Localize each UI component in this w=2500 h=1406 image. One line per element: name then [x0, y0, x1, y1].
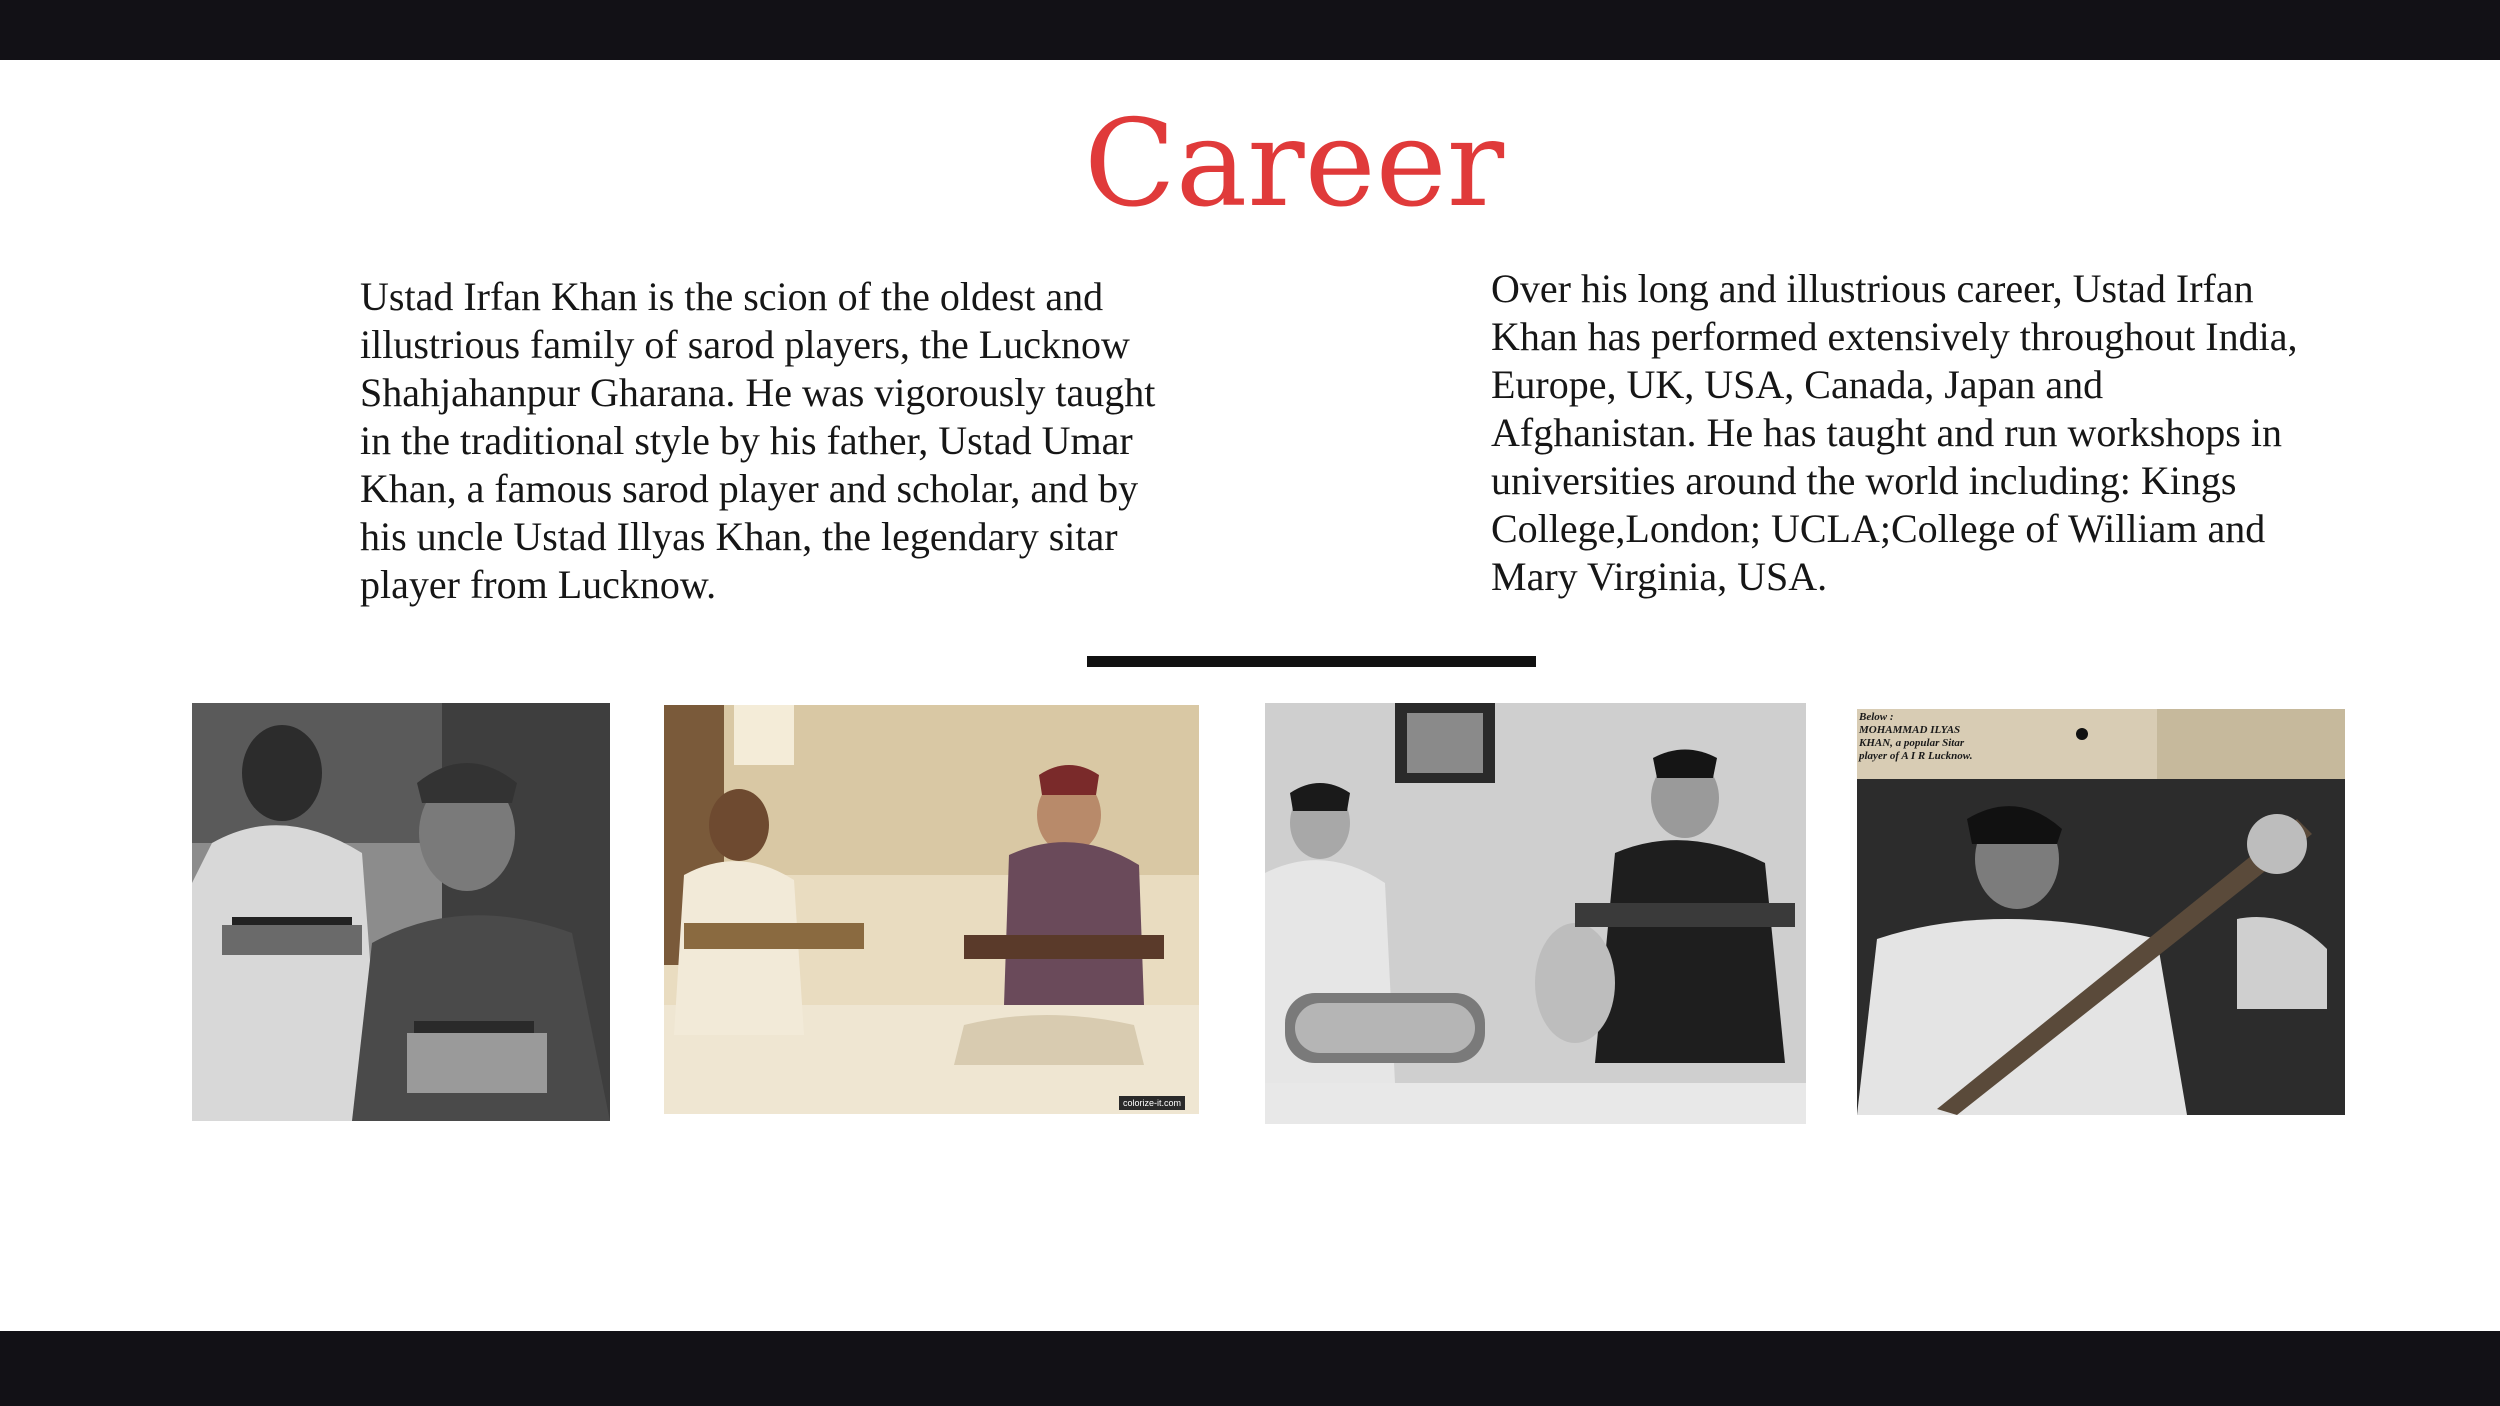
photo-two-musicians-bw: [192, 703, 610, 1121]
page-title: Career: [1083, 95, 1505, 234]
bottom-bar: [0, 1331, 2500, 1406]
divider-line: [1087, 656, 1536, 667]
top-bar: [0, 0, 2500, 60]
career-paragraph-left: Ustad Irfan Khan is the scion of the oldest and illustrious family of sarod players, the Lucknow Shahjahanpur Gharana. He was vigorously taught in the traditional style by his father, Ustad Umar Khan, a famous sarod player and scholar, and by his uncle Ustad Illyas Khan, the legendary sitar player from Lucknow.: [360, 274, 1156, 607]
photo-newspaper-sitar-player: [1857, 709, 2345, 1115]
newspaper-caption: Below : MOHAMMAD ILYAS KHAN, a popular Sitar player of A I R Lucknow.: [1859, 711, 1973, 762]
photo-musicians-with-tabla: [1265, 703, 1806, 1124]
photo-two-musicians-sepia: [664, 705, 1199, 1114]
colorize-watermark: colorize-it.com: [1119, 1096, 1185, 1110]
career-paragraph-right: Over his long and illustrious career, Ustad Irfan Khan has performed extensively throughout India, Europe, UK, USA, Canada, Japan and Afghanistan. He has taught and run workshops in universities around the world including: Kings College,London; UCLA;College of William and Mary Virginia, USA.: [1491, 266, 2298, 599]
